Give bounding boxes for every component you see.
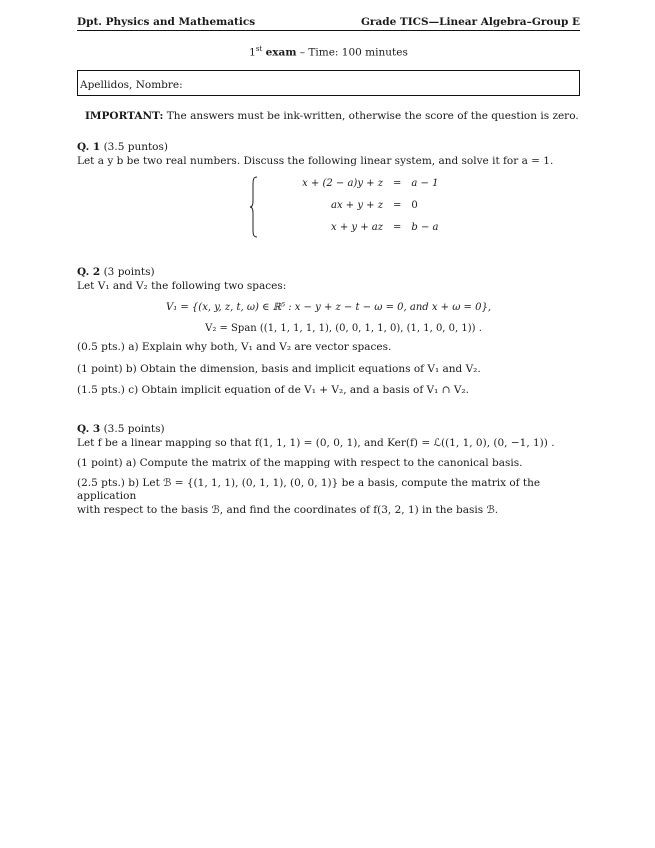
eq2-lhs: ax + y + z	[331, 200, 383, 212]
eq2-sign: =	[392, 200, 402, 212]
v1-definition: V₁ = {(x, y, z, t, ω) ∈ ℝ⁵ : x − y + z − t − ω = 0, and x + ω = 0},	[165, 302, 492, 314]
q2-part-b: (1 point) b) Obtain the dimension, basis and implicit equations of V₁ and V₂.	[77, 362, 481, 375]
q3-points: (3.5 points)	[100, 422, 165, 435]
exam-time: – Time: 100 minutes	[296, 46, 408, 59]
name-field-label: Apellidos, Nombre:	[80, 78, 183, 91]
important-note	[77, 110, 580, 123]
exam-title	[77, 45, 580, 60]
eq2-rhs: 0	[411, 200, 418, 212]
left-brace-icon	[249, 176, 259, 238]
v2-definition: V₂ = Span ((1, 1, 1, 1, 1), (0, 0, 1, 1, 0), (1, 1, 0, 0, 1)) .	[205, 322, 482, 334]
eq1-lhs: x + (2 − a)y + z	[302, 178, 383, 190]
q2-part-a: (0.5 pts.) a) Explain why both, V₁ and V₂ are vector spaces.	[77, 341, 392, 354]
linear-system	[249, 176, 580, 240]
q2-points: (3 points)	[100, 266, 155, 279]
exam-ordinal-suffix: st	[255, 45, 263, 54]
q1-points: (3.5 puntos)	[100, 140, 168, 153]
equation-2	[261, 200, 418, 213]
q2-heading	[77, 266, 580, 279]
q3-heading	[77, 423, 580, 436]
q1-heading	[77, 141, 580, 154]
exam-word: exam	[265, 46, 297, 59]
q3-part-b-line2: with respect to the basis ℬ, and find the coordinates of f(3, 2, 1) in the basis ℬ.	[77, 504, 499, 517]
q3-part-a: (1 point) a) Compute the matrix of the mapping with respect to the canonical basis.	[77, 457, 523, 469]
q1-statement: Let a y b be two real numbers. Discuss the following linear system, and solve it for a = 1.	[77, 155, 554, 167]
department-label: Dpt. Physics and Mathematics	[77, 16, 256, 28]
name-field-box[interactable]	[77, 70, 580, 96]
equation-3	[261, 222, 438, 235]
q3-title: Q. 3	[77, 422, 101, 435]
course-label: Grade TICS—Linear Algebra–Group E	[360, 16, 580, 28]
eq1-rhs: a − 1	[411, 178, 439, 190]
important-text: The answers must be ink-written, otherwise the score of the question is zero.	[163, 109, 579, 122]
q2-part-c: (1.5 pts.) c) Obtain implicit equation of de V₁ + V₂, and a basis of V₁ ∩ V₂.	[77, 383, 469, 396]
eq3-rhs: b − a	[411, 222, 439, 234]
page-header	[77, 16, 580, 31]
exam-page	[77, 16, 580, 518]
important-label: IMPORTANT:	[85, 109, 164, 122]
q1-title: Q. 1	[77, 140, 101, 153]
eq3-sign: =	[392, 222, 402, 234]
equation-1	[261, 178, 438, 191]
eq3-lhs: x + y + az	[331, 222, 383, 234]
q2-statement: Let V₁ and V₂ the following two spaces:	[77, 280, 287, 293]
q3-statement: Let f be a linear mapping so that f(1, 1, 1) = (0, 0, 1), and Ker(f) = ℒ((1, 1, 0), (0, −1, 1)) .	[77, 436, 555, 449]
q2-title: Q. 2	[77, 266, 101, 279]
eq1-sign: =	[392, 178, 402, 190]
exam-ordinal: 1	[249, 46, 256, 59]
q3-part-b-line1: (2.5 pts.) b) Let ℬ = {(1, 1, 1), (0, 1, 1), (0, 0, 1)} be a basis, compute the matrix of the application	[77, 477, 541, 503]
